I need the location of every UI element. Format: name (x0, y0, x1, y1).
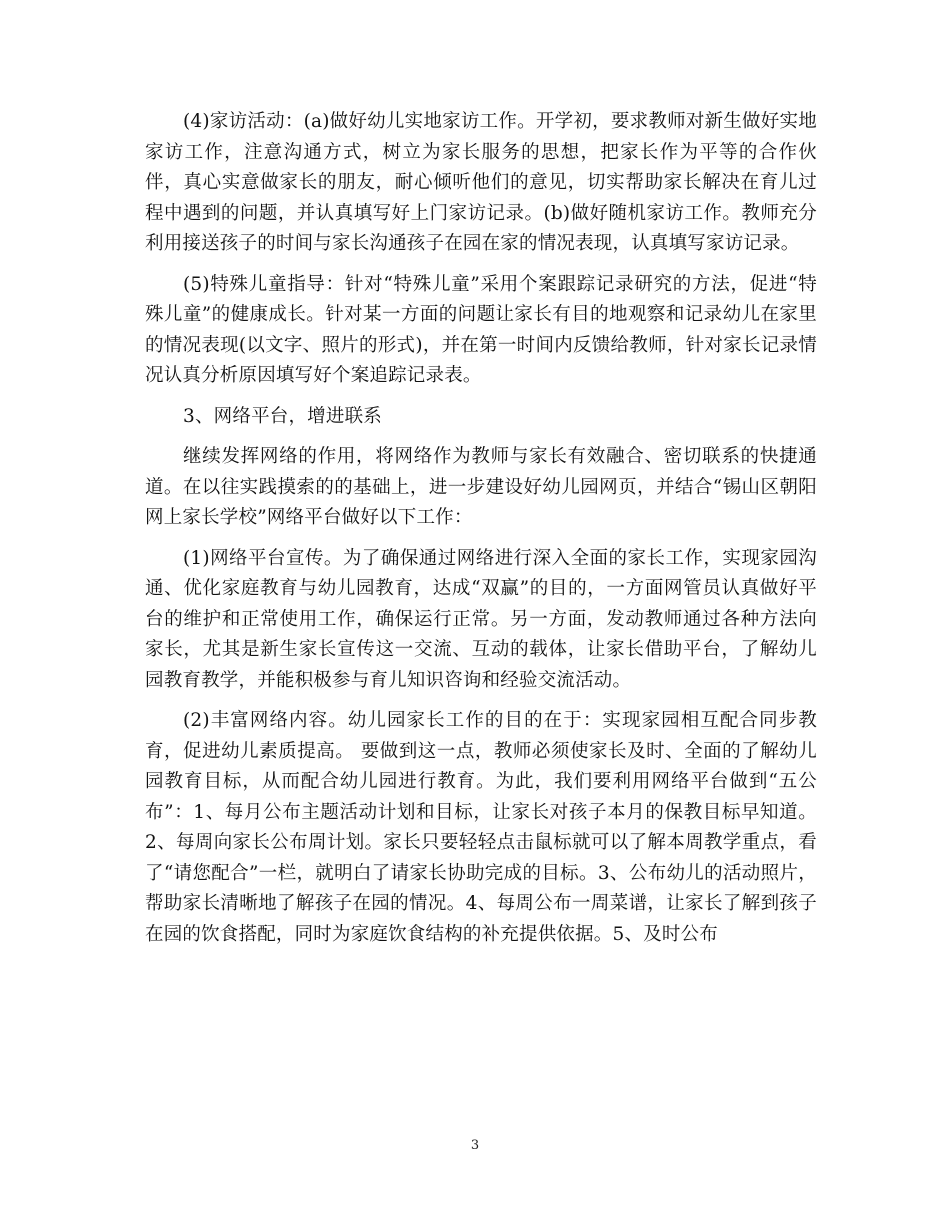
paragraph-special-children: (5)特殊儿童指导：针对“特殊儿童”采用个案跟踪记录研究的方法，促进“特殊儿童”的健康成长。针对某一方面的问题让家长有目的地观察和记录幼儿在家里的情况表现(以文字、照片的形式)，并在第一时间内反馈给教师，针对家长记录情况认真分析原因填写好个案追踪记录表。 (145, 273, 817, 386)
paragraph-network-intro: 继续发挥网络的作用，将网络作为教师与家长有效融合、密切联系的快捷通道。在以往实践摸索的的基础上，进一步建设好幼儿园网页，并结合“锡山区朝阳网上家长学校”网络平台做好以下工作： (145, 446, 817, 528)
section-heading-network-platform: 3、网络平台，增进联系 (183, 405, 382, 427)
paragraph-network-content: (2)丰富网络内容。幼儿园家长工作的目的在于：实现家园相互配合同步教育，促进幼儿素质提高。 要做到这一点，教师必须使家长及时、全面的了解幼儿园教育目标，从而配合幼儿园进行教育。为此，我们要利用网络平台做到“五公布”：1、每月公布主题活动计划和目标，让家长对孩子本月的保教目标早知道。2、每周向家长公布周计划。家长只要轻轻点击鼠标就可以了解本周教学重点，看了“请您配合”一栏，就明白了请家长协助完成的目标。3、公布幼儿的活动照片，帮助家长清晰地了解孩子在园的情况。4、每周公布一周菜谱，让家长了解到孩子在园的饮食搭配，同时为家庭饮食结构的补充提供依据。5、及时公布 (145, 710, 817, 945)
document-body (145, 107, 817, 960)
page-number: 3 (470, 1138, 480, 1153)
paragraph-platform-promotion: (1)网络平台宣传。为了确保通过网络进行深入全面的家长工作，实现家园沟通、优化家庭教育与幼儿园教育，达成“双赢”的目的，一方面网管员认真做好平台的维护和正常使用工作，确保运行正常。另一方面，发动教师通过各种方法向家长，尤其是新生家长宣传这一交流、互动的载体，让家长借助平台，了解幼儿园教育教学，并能积极参与育儿知识咨询和经验交流活动。 (145, 547, 817, 691)
paragraph-home-visits: (4)家访活动：(a)做好幼儿实地家访工作。开学初，要求教师对新生做好实地家访工作，注意沟通方式，树立为家长服务的思想，把家长作为平等的合作伙伴，真心实意做家长的朋友，耐心倾听他们的意见，切实帮助家长解决在育儿过程中遇到的问题，并认真填写好上门家访记录。(b)做好随机家访工作。教师充分利用接送孩子的时间与家长沟通孩子在园在家的情况表现，认真填写家访记录。 (145, 111, 817, 254)
